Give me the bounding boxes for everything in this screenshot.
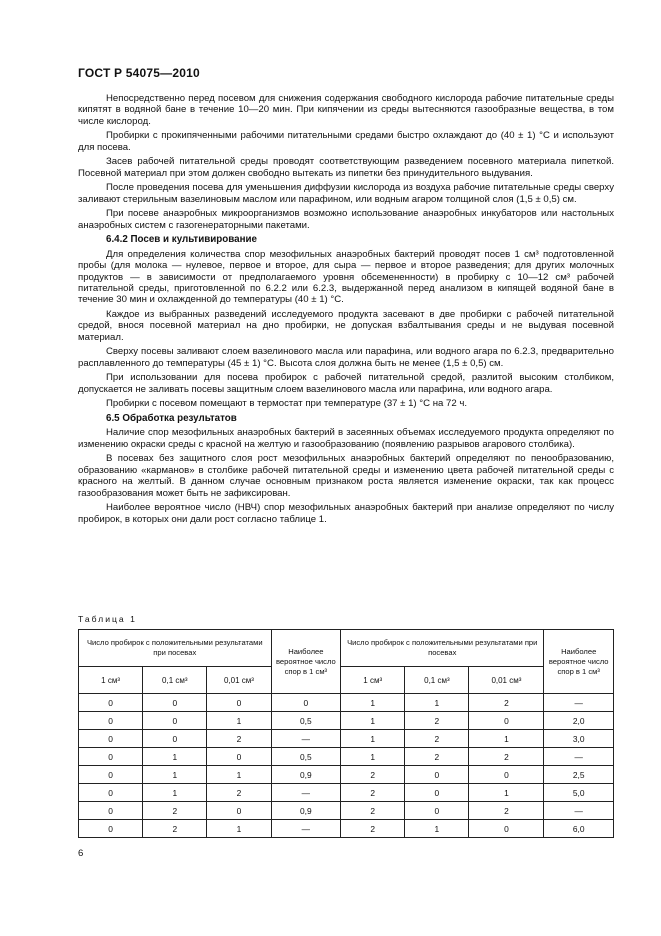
paragraph: При использовании для посева пробирок с рабочей питательной средой, разлитой высоким столбиком, допускается не заливать посевы защитным слоем вазелинового масла или парафина, или водного агара. bbox=[78, 372, 614, 395]
table-cell: 5,0 bbox=[544, 784, 614, 802]
table-cell: 0 bbox=[207, 802, 271, 820]
table-cell: 0 bbox=[469, 712, 544, 730]
table-cell: 2 bbox=[469, 748, 544, 766]
group-header: Число пробирок с положительными результатами при посевах bbox=[79, 630, 272, 667]
paragraph: Непосредственно перед посевом для снижения содержания свободного кислорода рабочие питательные среды кипятят в водяной бане в течение 10—20 мин. При кипячении из среды вытесняются газообразные вещества, в том числе кислород. bbox=[78, 93, 614, 127]
table-cell: 1 bbox=[143, 748, 207, 766]
paragraph: В посевах без защитного слоя рост мезофильных анаэробных бактерий определяют по пенообразованию, образованию «карманов» в столбике рабочей питательной среды и изменению цвета рабочей питательной среды с красного на желтый. В данном случае основным признаком роста является изменение окраски, так как процесс газообразования может быть не зафиксирован. bbox=[78, 453, 614, 499]
table-cell: 0 bbox=[143, 694, 207, 712]
table-cell: 2 bbox=[469, 694, 544, 712]
table-body bbox=[79, 694, 614, 838]
table-row bbox=[79, 766, 614, 784]
document-header: ГОСТ Р 54075—2010 bbox=[78, 66, 200, 80]
table-cell: 1 bbox=[341, 712, 405, 730]
table-cell: 0 bbox=[79, 748, 143, 766]
table-cell: 2 bbox=[143, 802, 207, 820]
table-cell: 2 bbox=[469, 802, 544, 820]
table-cell: 1 bbox=[207, 820, 271, 838]
table-cell: 1 bbox=[341, 748, 405, 766]
table-cell: 0 bbox=[143, 712, 207, 730]
volume-header: 0,01 см³ bbox=[469, 667, 544, 694]
paragraph: Для определения количества спор мезофильных анаэробных бактерий проводят посев 1 см³ подготовленной пробы (для молока — нулевое, первое и второе, для сыра — первое и второе разведения; для других молочных продуктов — в зависимости от предполагаемого уровня обсемененности) в пробирку с 10—12 см³ рабочей питательной среды, приготовленной по 6.2.2 или 6.2.3, выдержанной перед анализом в кипящей водяной бане в течение 30 мин и охлажденной до температуры (40 ± 1) °С. bbox=[78, 248, 614, 306]
table-cell: 0 bbox=[79, 766, 143, 784]
volume-header: 0,1 см³ bbox=[405, 667, 469, 694]
table-cell: 0 bbox=[405, 802, 469, 820]
table-cell: 1 bbox=[143, 766, 207, 784]
table-row bbox=[79, 784, 614, 802]
table-cell: 0 bbox=[207, 748, 271, 766]
table-cell: 0 bbox=[469, 820, 544, 838]
table-cell: 0,9 bbox=[271, 802, 341, 820]
paragraph: Пробирки с посевом помещают в термостат при температуре (37 ± 1) °С на 72 ч. bbox=[106, 398, 468, 410]
table-cell: 6,0 bbox=[544, 820, 614, 838]
document-body bbox=[78, 93, 614, 528]
section-heading-6-5: 6.5 Обработка результатов bbox=[106, 413, 237, 425]
table-cell: 2 bbox=[405, 712, 469, 730]
group-header: Число пробирок с положительными результатами при посевах bbox=[341, 630, 544, 667]
table-cell: — bbox=[544, 802, 614, 820]
volume-header: 0,1 см³ bbox=[143, 667, 207, 694]
table-cell: — bbox=[544, 694, 614, 712]
table-cell: 2 bbox=[341, 820, 405, 838]
table-cell: 2 bbox=[341, 766, 405, 784]
table-cell: 2 bbox=[143, 820, 207, 838]
table-cell: 0 bbox=[469, 766, 544, 784]
table-cell: 0 bbox=[271, 694, 341, 712]
table-cell: 1 bbox=[207, 766, 271, 784]
paragraph: Наиболее вероятное число (НВЧ) спор мезофильных анаэробных бактерий при анализе определяют по числу пробирок, в которых они дали рост согласно таблице 1. bbox=[78, 502, 614, 525]
table-row bbox=[79, 820, 614, 838]
paragraph: Каждое из выбранных разведений исследуемого продукта засевают в две пробирки с рабочей питательной средой, внося посевной материал на дно пробирки, не допуская взбалтывания среды и не выдувая посевной материал. bbox=[78, 309, 614, 343]
table-cell: 0 bbox=[143, 730, 207, 748]
paragraph: При посеве анаэробных микроорганизмов возможно использование анаэробных инкубаторов или настольных анаэробных систем с газогенераторными пакетами. bbox=[78, 208, 614, 231]
table-cell: 2 bbox=[405, 730, 469, 748]
table-cell: 1 bbox=[405, 694, 469, 712]
table-cell: 0 bbox=[207, 694, 271, 712]
page-number: 6 bbox=[78, 848, 84, 859]
table-cell: 2 bbox=[207, 784, 271, 802]
table-row bbox=[79, 712, 614, 730]
paragraph: Сверху посевы заливают слоем вазелинового масла или парафина, или водного агара по 6.2.3, предварительно расплавленного до температуры (45 ± 1) °С. Высота слоя должна быть не менее (1,5 ± 0,5) см. bbox=[78, 346, 614, 369]
table-cell: 2 bbox=[341, 802, 405, 820]
table-cell: — bbox=[544, 748, 614, 766]
table-cell: 1 bbox=[341, 730, 405, 748]
table-cell: 0 bbox=[79, 784, 143, 802]
table-cell: 0 bbox=[79, 694, 143, 712]
table-cell: 0 bbox=[405, 784, 469, 802]
table-cell: 1 bbox=[405, 820, 469, 838]
nvch-header: Наиболее вероятное число спор в 1 см³ bbox=[544, 630, 614, 694]
table-row bbox=[79, 694, 614, 712]
table-cell: 0 bbox=[405, 766, 469, 784]
table-cell: 0 bbox=[79, 730, 143, 748]
paragraph: Пробирки с прокипяченными рабочими питательными средами быстро охлаждают до (40 ± 1) °С и используют для посева. bbox=[78, 130, 614, 153]
table-cell: 1 bbox=[469, 730, 544, 748]
table-cell: 0,5 bbox=[271, 712, 341, 730]
table-caption: Таблица 1 bbox=[78, 614, 137, 624]
table-cell: 1 bbox=[143, 784, 207, 802]
paragraph: Засев рабочей питательной среды проводят соответствующим разведением посевного материала пипеткой. Посевной материал при этом должен свободно вытекать из пипетки без принудительного выдувания. bbox=[78, 156, 614, 179]
table-row bbox=[79, 748, 614, 766]
table-cell: 3,0 bbox=[544, 730, 614, 748]
table-cell: 2,0 bbox=[544, 712, 614, 730]
section-heading-6-4-2: 6.4.2 Посев и культивирование bbox=[106, 234, 257, 246]
volume-header: 1 см³ bbox=[341, 667, 405, 694]
table-cell: 0,9 bbox=[271, 766, 341, 784]
table-cell: — bbox=[271, 820, 341, 838]
table-cell: 1 bbox=[207, 712, 271, 730]
volume-header: 1 см³ bbox=[79, 667, 143, 694]
table-cell: 2 bbox=[207, 730, 271, 748]
volume-header: 0,01 см³ bbox=[207, 667, 271, 694]
table-cell: — bbox=[271, 784, 341, 802]
table-cell: 0 bbox=[79, 820, 143, 838]
table-cell: 1 bbox=[469, 784, 544, 802]
table-cell: 1 bbox=[341, 694, 405, 712]
paragraph: После проведения посева для уменьшения диффузии кислорода из воздуха рабочие питательные среды сверху заливают стерильным вазелиновым маслом или парафином, или водным агаром толщиной слоя (1,5 ± 0,5) см. bbox=[78, 182, 614, 205]
table-cell: 0 bbox=[79, 712, 143, 730]
table-cell: 2 bbox=[341, 784, 405, 802]
table-row bbox=[79, 802, 614, 820]
table-cell: 2 bbox=[405, 748, 469, 766]
table-row bbox=[79, 730, 614, 748]
paragraph: Наличие спор мезофильных анаэробных бактерий в засеянных объемах исследуемого продукта определяют по изменению окраски среды с красной на желтую и газообразованию (появлению разрывов агарового столбика). bbox=[78, 427, 614, 450]
table-cell: 0 bbox=[79, 802, 143, 820]
results-table bbox=[78, 629, 614, 838]
nvch-header: Наиболее вероятное число спор в 1 см³ bbox=[271, 630, 341, 694]
table-cell: 0,5 bbox=[271, 748, 341, 766]
table-cell: — bbox=[271, 730, 341, 748]
table-cell: 2,5 bbox=[544, 766, 614, 784]
